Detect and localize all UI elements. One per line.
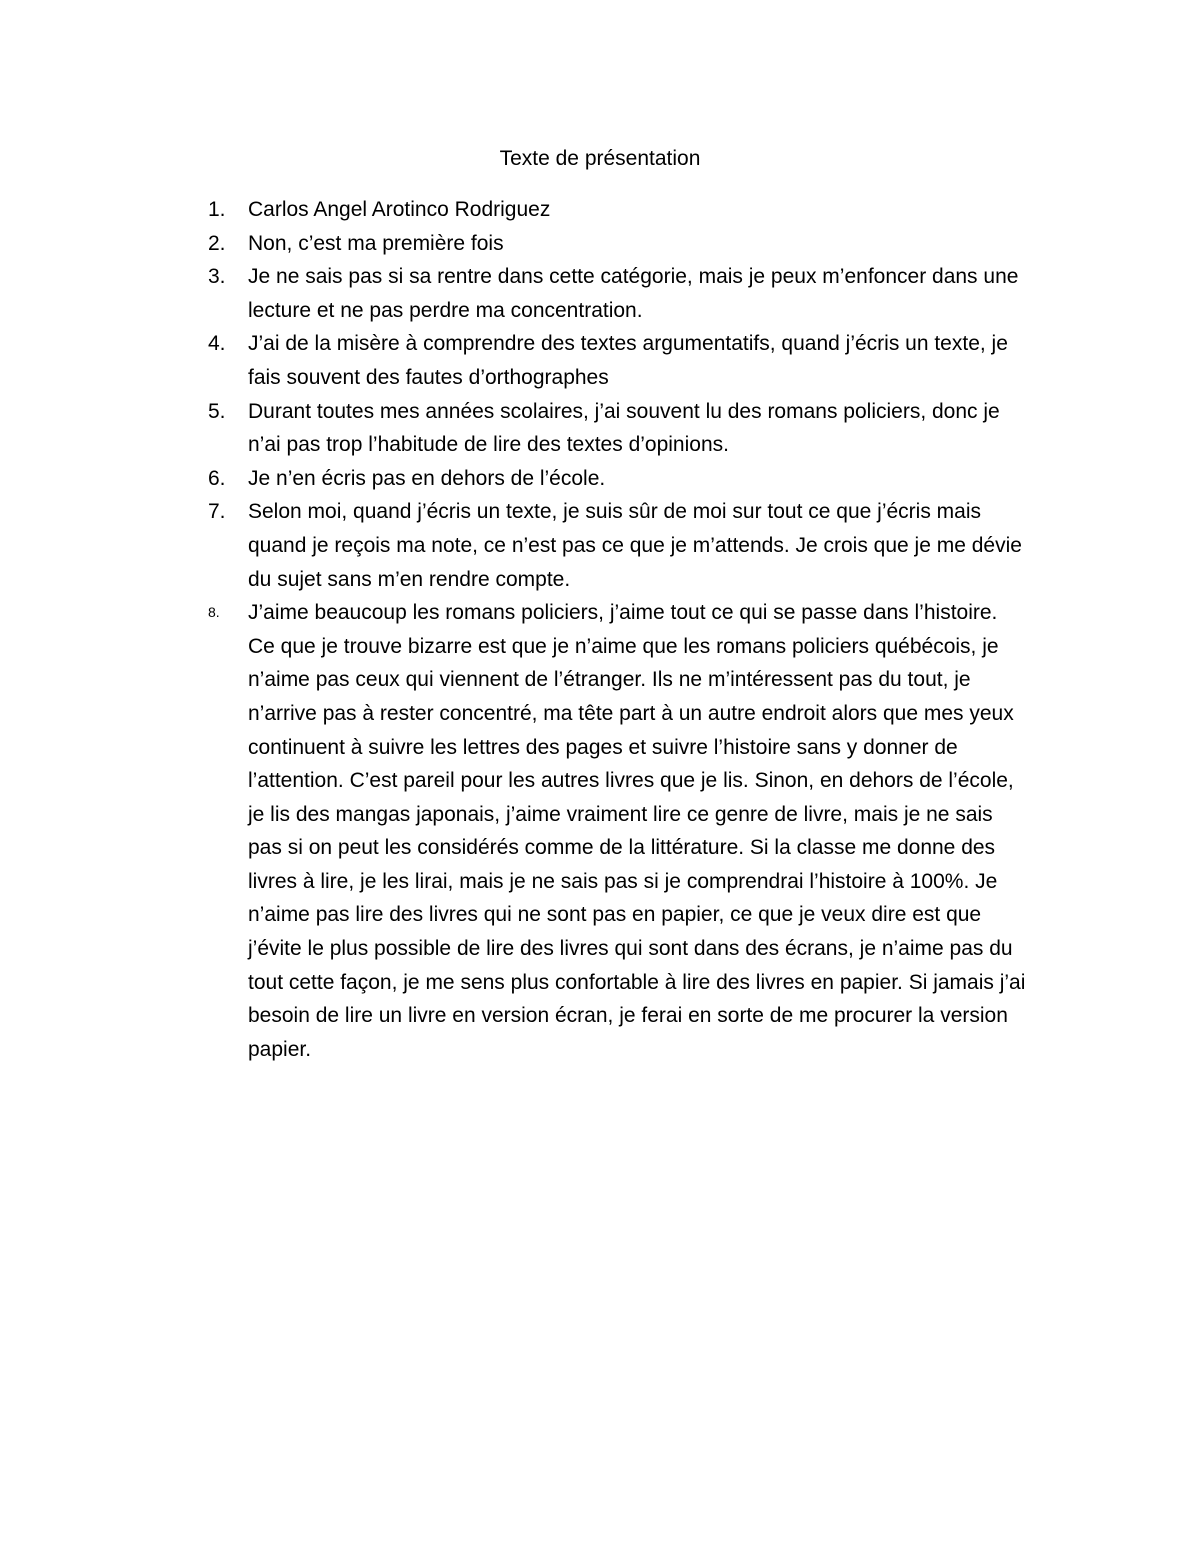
item-text: Je n’en écris pas en dehors de l’école. [248,466,606,490]
item-number: 4. [208,332,226,356]
item-text: J’ai de la misère à comprendre des textes argumentatifs, quand j’écris un texte, je fais souvent des fautes d’orthographes [248,332,1008,389]
item-text: Durant toutes mes années scolaires, j’ai souvent lu des romans policiers, donc je n’ai pas trop l’habitude de lire des textes d’opinions. [248,399,1000,457]
item-number: 7. [208,500,226,524]
item-text: Non, c’est ma première fois [248,231,504,255]
item-text: Selon moi, quand j’écris un texte, je suis sûr de moi sur tout ce que j’écris mais quand je reçois ma note, ce n’est pas ce que je m’attends. Je crois que je me dévie du sujet sans m’en rendre compte. [248,500,1022,591]
list-item [208,395,1030,462]
item-number: 2. [208,231,226,255]
list-item [208,495,1030,596]
list-item [208,193,1030,227]
item-number: 1. [208,198,226,221]
list-item [208,327,1030,394]
item-number: 6. [208,466,226,490]
list-item [208,462,1030,496]
item-number: 5. [208,399,226,423]
item-number: 8. [208,604,220,621]
item-text: Carlos Angel Arotinco Rodriguez [248,198,551,221]
list-item [208,227,1030,261]
list-item [208,260,1030,327]
document-title: Texte de présentation [499,147,701,170]
item-text: Je ne sais pas si sa rentre dans cette catégorie, mais je peux m’enfoncer dans une lecture et ne pas perdre ma concentration. [248,265,1019,322]
item-number: 3. [208,265,226,289]
answer-list [208,193,1030,1066]
list-item [208,596,1030,1066]
item-text: J’aime beaucoup les romans policiers, j’aime tout ce qui se passe dans l’histoire. Ce que je trouve bizarre est que je n’aime que les romans policiers québécois, je n’aime pas ceux qui viennent de l’étranger. Ils ne m’intéressent pas du tout, je n’arrive pas à rester concentré, ma tête part à un autre endroit alors que mes yeux continuent à suivre les lettres des pages et suivre l’histoire sans y donner de l’attention. C’est pareil pour les autres livres que je lis. Sinon, en dehors de l’école, je lis des mangas japonais, j’aime vraiment lire ce genre de livre, mais je ne sais pas si on peut les considérés comme de la littérature. Si la classe me donne des livres à lire, je les lirai, mais je ne sais pas si je comprendrai l’histoire à 100%. Je n’aime pas lire des livres qui ne sont pas en papier, ce que je veux dire est que j’évite le plus possible de lire des livres qui sont dans des écrans, je n’aime pas du tout cette façon, je me sens plus confortable à lire des livres en papier. Si jamais j’ai besoin de lire un livre en version écran, je ferai en sorte de me procurer la version papier. [248,601,1026,1061]
